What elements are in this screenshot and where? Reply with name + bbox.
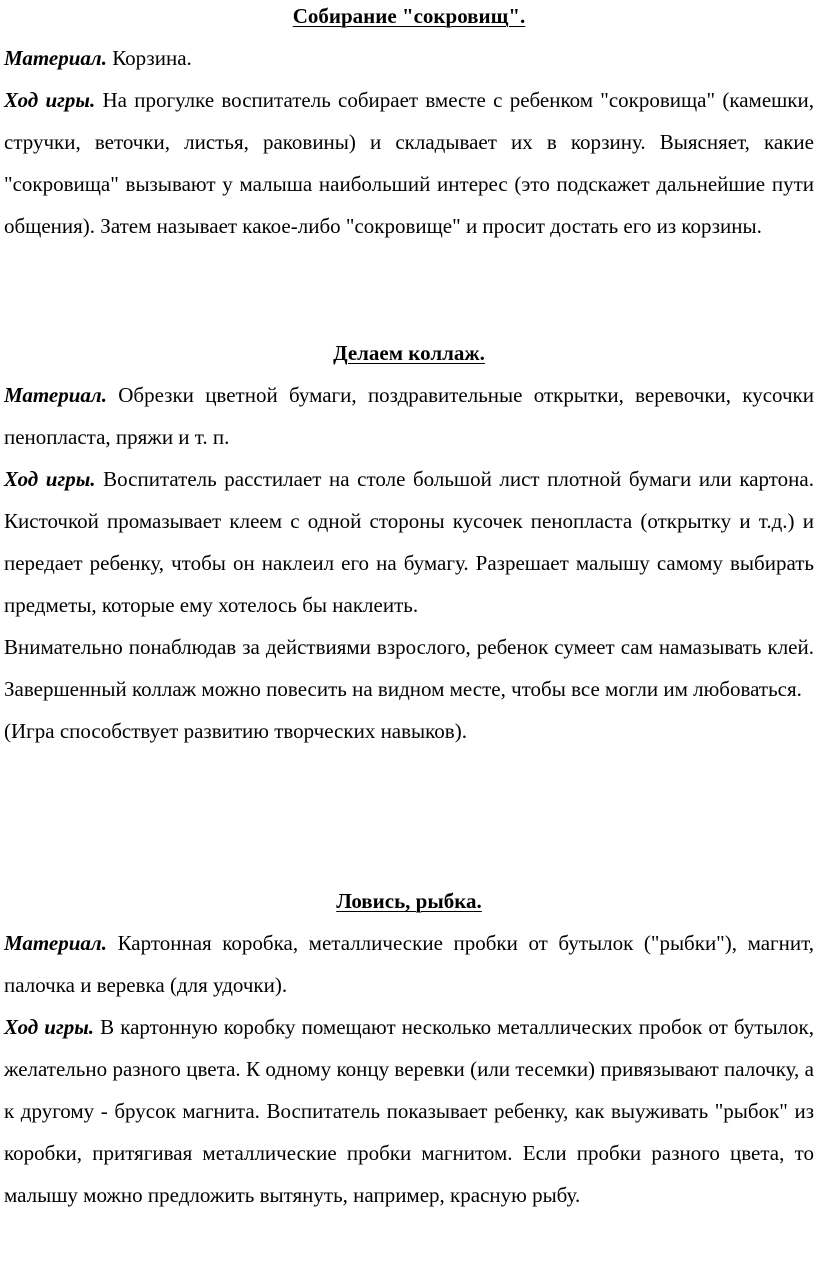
material-paragraph — [4, 37, 814, 79]
material-label: Материал. — [4, 931, 107, 955]
game-text: В картонную коробку помещают несколько металлических пробок от бутылок, желательно разного цвета. К одному концу веревки (или тесемки) привязывают палочку, а к другому - брусок магнита. Воспитатель показывает ребенку, как выуживать "рыбок" из коробки, притягивая металлические пробки магнитом. Если пробки разного цвета, то малышу можно предложить вытянуть, например, красную рыбу. — [4, 1015, 814, 1207]
section-treasures — [4, 0, 814, 247]
game-text: Воспитатель расстилает на столе большой лист плотной бумаги или картона. Кисточкой промазывает клеем с одной стороны кусочек пенопласта (открытку и т.д.) и передает ребенку, чтобы он наклеил его на бумагу. Разрешает малышу самому выбирать предметы, которые ему хотелось бы наклеить. — [4, 467, 814, 617]
game-label: Ход игры. — [4, 467, 96, 491]
game-paragraph — [4, 1006, 814, 1216]
material-paragraph — [4, 374, 814, 458]
material-text: Обрезки цветной бумаги, поздравительные открытки, веревочки, кусочки пенопласта, пряжи и т. п. — [4, 383, 814, 449]
note-paragraph: (Игра способствует развитию творческих навыков). — [4, 719, 467, 743]
section-fishing — [4, 880, 814, 1216]
material-paragraph — [4, 922, 814, 1006]
section-title: Делаем коллаж. — [333, 341, 485, 365]
game-label: Ход игры. — [4, 1015, 95, 1039]
section-title: Ловись, рыбка. — [336, 889, 482, 913]
game-label: Ход игры. — [4, 88, 96, 112]
section-collage — [4, 332, 814, 752]
section-title: Собирание "сокровищ". — [292, 4, 526, 28]
extra-paragraph: Внимательно понаблюдав за действиями взрослого, ребенок сумеет сам намазывать клей. Завершенный коллаж можно повесить на видном месте, чтобы все могли им любоваться. — [4, 635, 814, 701]
game-paragraph — [4, 79, 814, 247]
game-paragraph — [4, 458, 814, 626]
material-label: Материал. — [4, 46, 107, 70]
material-label: Материал. — [4, 383, 107, 407]
game-text: На прогулке воспитатель собирает вместе с ребенком "сокровища" (камешки, стручки, веточки, листья, раковины) и складывает их в корзину. Выясняет, какие "сокровища" вызывают у малыша наибольший интерес (это подскажет дальнейшие пути общения). Затем называет какое-либо "сокровище" и просит достать его из корзины. — [4, 88, 814, 238]
material-text: Корзина. — [106, 46, 192, 70]
material-text: Картонная коробка, металлические пробки от бутылок ("рыбки"), магнит, палочка и веревка (для удочки). — [4, 931, 814, 997]
